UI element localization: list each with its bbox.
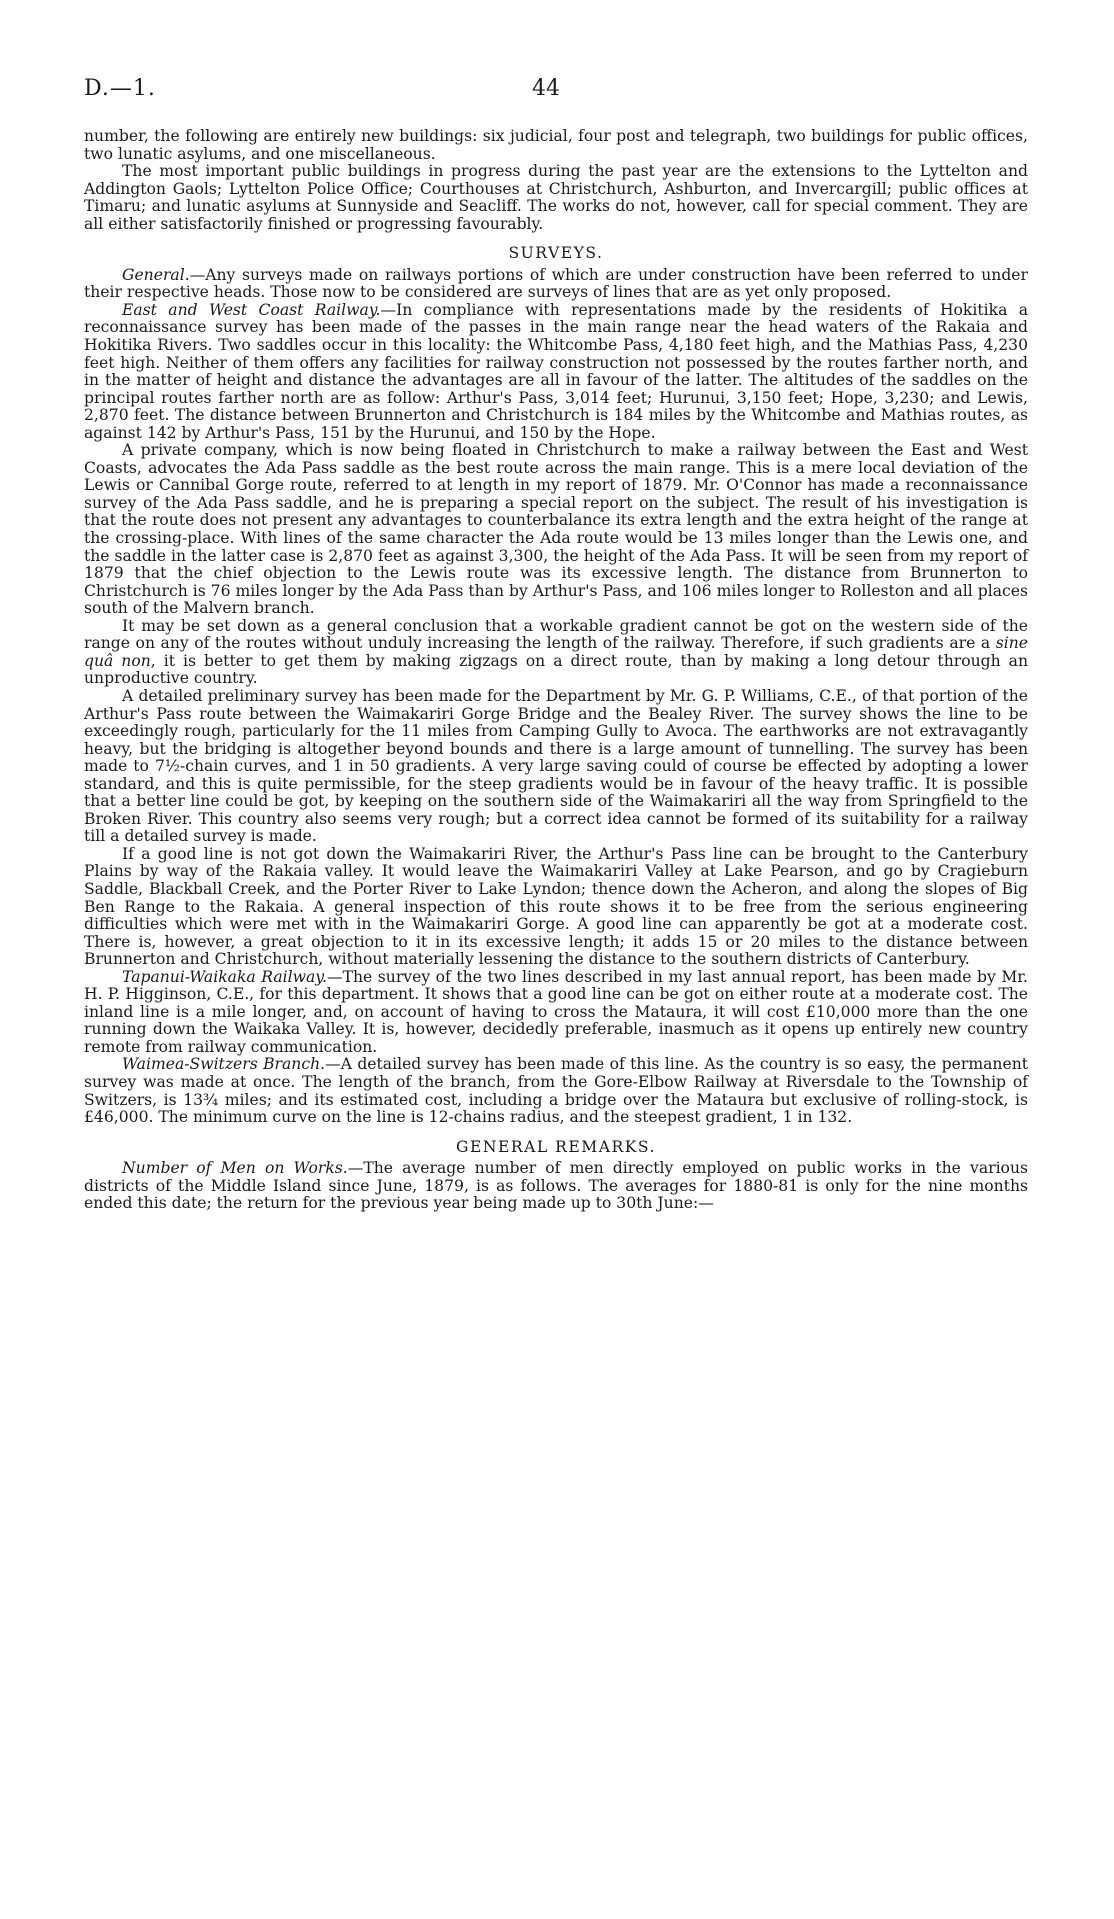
text-tapanui-waikaka: —The survey of the two lines described in my last annual report, has been made by Mr. H. P. Higginson, C.E., for this department. It shows that a good line can be got on either route at a moderate cost. The inland line is a mile longer, and, on account of having to cross the Mataura, it will cost £10,000 more than the one running down the Waikaka Valley. It is, however, decidedly preferable, inasmuch as it opens up entirely new country remote from railway communication. xyxy=(84,967,1028,1056)
lead-men-on-works: Number of Men on Works. xyxy=(122,1159,348,1178)
text-general: —Any surveys made on railways portions of which are under construction have been referred to under their respective heads. Those now to be considered are surveys of lines that are as yet only proposed. xyxy=(84,265,1028,302)
paragraph-tapanui-waikaka xyxy=(84,969,1028,1057)
paragraph-gradient xyxy=(84,618,1028,688)
paragraph-waimea-switzers xyxy=(84,1056,1028,1126)
heading-surveys: SURVEYS. xyxy=(508,244,604,263)
text-waimea-switzers: —A detailed survey has been made of this line. As the country is so easy, the permanent survey was made at once. The length of the branch, from the Gore-Elbow Railway at Riversdale to the Township of Switzers, is 13¾ miles; and its estimated cost, including a bridge over the Mataura but exclusive of rolling-stock, is £46,000. The minimum curve on the line is 12-chains radius, and the steepest gradient, 1 in 132. xyxy=(84,1055,1028,1127)
paragraph-intro-continued: number, the following are entirely new buildings: six judicial, four post and telegraph, two buildings for public offices, two lunatic asylums, and one miscellaneous. xyxy=(84,127,1028,163)
page-header xyxy=(84,0,1028,110)
lead-tapanui-waikaka: Tapanui-Waikaka Railway. xyxy=(122,967,327,986)
paragraph-men-on-works xyxy=(84,1160,1028,1213)
lead-waimea-switzers: Waimea-Switzers Branch. xyxy=(122,1055,326,1074)
lead-general: General. xyxy=(122,265,190,284)
paragraph-rakaia-route: If a good line is not got down the Waimakariri River, the Arthur's Pass line can be brought to the Canterbury Plains by way of the Rakaia valley. It would leave the Waimakariri Valley at Lake Pearson, and go by Cragieburn Saddle, Blackball Creek, and the Porter River to Lake Lyndon; thence down the Acheron, and along the slopes of Big Ben Range to the Rakaia. A general inspection of this route shows it to be free from the serious engineering difficulties which were met with in the Waimakariri Gorge. A good line can apparently be got at a moderate cost. There is, however, a great objection to it in its excessive length; it adds 15 or 20 miles to the distance between Brunnerton and Christchurch, without materially lessening the distance to the southern districts of Canterbury. xyxy=(84,844,1028,969)
text-gradient-a: It may be set down as a general conclusion that a workable gradient cannot be got on the western side of the range on any of the routes without unduly increasing the length of the railway. Therefore, if such gradients are a xyxy=(84,616,1028,653)
page-number: 44 xyxy=(532,76,560,101)
paragraph-ada-pass: A private company, which is now being floated in Christchurch to make a railway between the East and West Coasts, advocates the Ada Pass saddle as the best route across the main range. This is a mere local deviation of the Lewis or Cannibal Gorge route, referred to at length in my report of 1879. Mr. O'Connor has made a reconnaissance survey of the Ada Pass saddle, and he is preparing a special report on the subject. The result of his investigation is that the route does not present any advantages to counterbalance its extra length and the extra height of the range at the crossing-place. With lines of the same character the Ada route would be 13 miles longer than the Lewis one, and the saddle in the latter case is 2,870 feet as against 3,300, the height of the Ada Pass. It will be seen from my report of 1879 that the chief objection to the Lewis route was its excessive length. The distance from Brunnerton to Christchurch is 76 miles longer by the Ada Pass than by Arthur's Pass, and 106 miles longer to Rolleston and all places south of the Malvern branch. xyxy=(84,441,1028,618)
text-east-west-coast: —In compliance with representations made by the residents of Hokitika a reconnaissance survey has been made of the passes in the main range near the head waters of the Rakaia and Hokitika Rivers. Two saddles occur in this locality: the Whitcombe Pass, 4,180 feet high, and the Mathias Pass, 4,230 feet high. Neither of them offers any facilities for railway construction not possessed by the routes farther north, and in the matter of height and distance the advantages are all in favour of the latter. The altitudes of the saddles on the principal routes farther north are as follow: Arthur's Pass, 3,014 feet; Hurunui, 3,150 feet; Hope, 3,230; and Lewis, 2,870 feet. The distance between Brunnerton and Christchurch is 184 miles by the Whitcombe and Mathias routes, as against 142 by Arthur's Pass, 151 by the Hurunui, and 150 by the Hope. xyxy=(84,300,1028,442)
text-men-on-works: —The average number of men directly employed on public works in the various districts of the Middle Island since June, 1879, is as follows. The averages for 1880-81 is only for the nine months ended this date; the return for the previous year being made up to 30th June:— xyxy=(84,1159,1028,1213)
paragraph-general xyxy=(84,267,1028,302)
document-page xyxy=(84,0,1028,1213)
lead-east-west-coast: East and West Coast Railway. xyxy=(122,300,381,319)
body-text xyxy=(84,128,1028,1213)
heading-general-remarks: GENERAL REMARKS. xyxy=(455,1137,656,1156)
document-reference: D.—1. xyxy=(84,76,156,101)
paragraph-arthurs-pass-survey: A detailed preliminary survey has been made for the Department by Mr. G. P. Williams, C.E., of that portion of the Arthur's Pass route between the Waimakariri Gorge Bridge and the Bealey River. The survey shows the line to be exceedingly rough, particularly for the 11 miles from Camping Gully to Avoca. The earthworks are not extravagantly heavy, but the bridging is altogether beyond bounds and there is a large amount of tunnelling. The survey has been made to 7½-chain curves, and 1 in 50 gradients. A very large saving could of course be effected by adopting a lower standard, and this is quite permissible, for the steep gradients would be in favour of the heavy traffic. It is possible that a better line could be got, by keeping on the southern side of the Waimakariri all the way from Springfield to the Broken River. This country also seems very rough; but a correct idea cannot be formed of its suitability for a railway till a detailed survey is made. xyxy=(84,686,1028,846)
text-gradient-b: , it is better to get them by making zigzags on a direct route, than by making a long detour through an unproductive country. xyxy=(84,651,1028,688)
paragraph-east-west-coast xyxy=(84,302,1028,442)
text-sine-qua-non: sine quâ non xyxy=(84,634,1028,670)
paragraph-buildings-in-progress: The most important public buildings in progress during the past year are the extensions to the Lyttelton and Addington Gaols; Lyttelton Police Office; Courthouses at Christchurch, Ashburton, and Invercargill; public offices at Timaru; and lunatic asylums at Sunnyside and Seacliff. The works do not, however, call for special comment. They are all either satisfactorily finished or progressing favourably. xyxy=(84,162,1028,233)
